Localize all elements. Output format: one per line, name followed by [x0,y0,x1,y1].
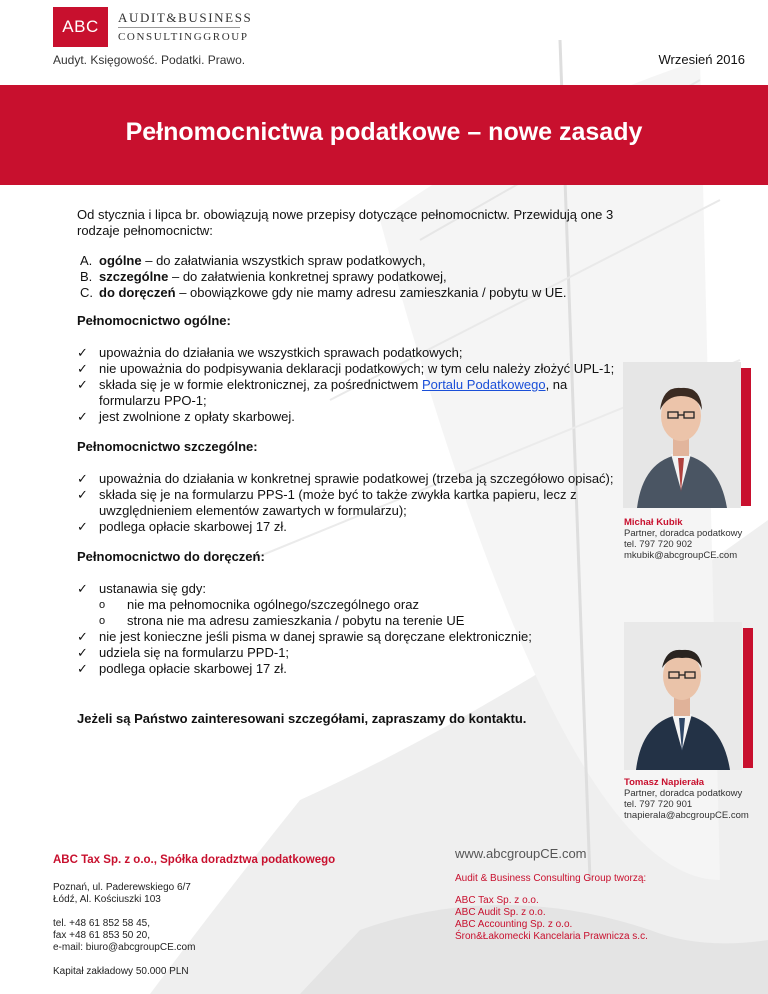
checkmark-icon: ✓ [77,471,88,486]
sub-list-item [99,597,625,613]
portrait-image [623,362,741,508]
list-item-text: podlega opłacie skarbowej 17 zł. [99,519,287,534]
general-list [77,345,625,425]
list-item [77,253,625,269]
list-item-text: upoważnia do działania w konkretnej sprawie podatkowej (trzeba ją szczegółowo opisać); [99,471,614,486]
issue-date: Wrzesień 2016 [658,52,745,67]
list-item [77,377,625,409]
list-item [77,409,625,425]
circle-bullet-icon: o [99,615,106,627]
term-description: – do załatwiania wszystkich spraw podatkowych, [141,253,426,268]
delivery-list [77,581,625,677]
person-email[interactable]: mkubik@abcgroupCE.com [624,550,738,561]
list-item [77,269,625,285]
list-item-text: ustanawia się gdy: [99,581,206,596]
checkmark-icon: ✓ [77,409,88,424]
company-name: ABC Tax Sp. z o.o., Spółka doradztwa podatkowego [53,854,336,866]
list-item [77,581,625,629]
term-description: – do załatwienia konkretnej sprawy podatkowej, [168,269,447,284]
sub-item-text: nie ma pełnomocnika ogólnego/szczególnego oraz [127,597,419,612]
person-email[interactable]: tnapierala@abcgroupCE.com [624,810,749,821]
term: ogólne [99,253,142,268]
list-marker: B. [80,269,93,284]
list-marker: A. [80,253,93,268]
list-item-text: składa się je w formie elektronicznej, za pośrednictwem [99,377,422,392]
email-line[interactable]: e-mail: biuro@abcgroupCE.com [53,942,196,953]
list-marker: C. [80,285,93,300]
checkmark-icon: ✓ [77,487,88,502]
person-card-napierala [624,777,749,821]
website-link[interactable]: www.abcgroupCE.com [455,846,587,861]
group-member: ABC Tax Sp. z o.o. [455,895,539,906]
logo-divider [118,27,240,28]
section-heading-general: Pełnomocnictwo ogólne: [77,313,231,328]
address-block [53,882,413,906]
footer-group-info [455,848,755,943]
address-line: Poznań, ul. Paderewskiego 6/7 [53,882,191,893]
list-item-text: podlega opłacie skarbowej 17 zł. [99,661,287,676]
specific-list [77,471,625,535]
checkmark-icon: ✓ [77,345,88,360]
list-item-text: udziela się na formularzu PPD-1; [99,645,290,660]
checkmark-icon: ✓ [77,629,88,644]
phone-line: tel. +48 61 852 58 45, [53,918,151,929]
term-description: – obowiązkowe gdy nie mamy adresu zamieszkania / pobytu w UE. [175,285,567,300]
term: do doręczeń [99,285,176,300]
list-item [77,629,625,645]
contact-block [53,918,413,954]
list-item [77,361,625,377]
group-member: Śron&Łakomecki Kancelaria Prawnicza s.c. [455,931,648,942]
section-heading-delivery: Pełnomocnictwo do doręczeń: [77,549,265,564]
list-item-text: nie jest konieczne jeśli pisma w danej sprawie są doręczane elektronicznie; [99,629,532,644]
sub-list-item [99,613,625,629]
list-item-text: jest zwolnione z opłaty skarbowej. [99,409,295,424]
list-item [77,285,625,301]
logo-text-line-2: CONSULTINGGROUP [118,31,249,43]
list-item [77,471,625,487]
person-card-kubik [624,517,742,561]
sub-item-text: strona nie ma adresu zamieszkania / pobytu na terenie UE [127,613,465,628]
checkmark-icon: ✓ [77,645,88,660]
list-item-text: składa się je na formularzu PPS-1 (może być to także zwykła kartka papieru, lecz z uwzględnieniem elementów zawartych w formularzu); [99,487,577,518]
address-line: Łódź, Al. Kościuszki 103 [53,894,161,905]
sub-list [99,597,625,629]
person-name: Michał Kubik [624,517,683,528]
circle-bullet-icon: o [99,599,106,611]
term: szczególne [99,269,169,284]
tagline: Audyt. Księgowość. Podatki. Prawo. [53,53,246,67]
types-list [77,253,625,301]
person-phone: tel. 797 720 902 [624,539,693,550]
person-name: Tomasz Napierała [624,777,705,788]
list-item [77,661,625,677]
section-heading-specific: Pełnomocnictwo szczególne: [77,439,258,454]
checkmark-icon: ✓ [77,661,88,676]
list-item [77,519,625,535]
list-item [77,645,625,661]
group-member: ABC Audit Sp. z o.o. [455,907,546,918]
group-heading: Audit & Business Consulting Group tworzą: [455,873,647,884]
article-body [77,207,625,743]
person-photo-napierala [624,622,742,770]
group-member: ABC Accounting Sp. z o.o. [455,919,573,930]
photo-accent [741,368,751,506]
checkmark-icon: ✓ [77,519,88,534]
checkmark-icon: ✓ [77,361,88,376]
portrait-image [624,622,742,770]
checkmark-icon: ✓ [77,581,88,596]
page-title: Pełnomocnictwa podatkowe – nowe zasady [125,118,643,146]
intro-paragraph: Od stycznia i lipca br. obowiązują nowe przepisy dotyczące pełnomocnictw. Przewidują one 3 rodzaje pełnomocnictw: [77,207,614,238]
list-item-text: upoważnia do działania we wszystkich sprawach podatkowych; [99,345,463,360]
person-role: Partner, doradca podatkowy [624,788,743,799]
contact-cta: Jeżeli są Państwo zainteresowani szczegółami, zapraszamy do kontaktu. [77,711,527,726]
photo-accent [743,628,753,768]
logo-text-line-1: AUDIT&BUSINESS [118,10,253,25]
fax-line: fax +48 61 853 50 20, [53,930,151,941]
checkmark-icon: ✓ [77,377,88,392]
person-phone: tel. 797 720 901 [624,799,693,810]
list-item [77,487,625,519]
share-capital: Kapitał zakładowy 50.000 PLN [53,966,189,977]
list-item-text: nie upoważnia do podpisywania deklaracji podatkowych; w tym celu należy złożyć UPL-1; [99,361,615,376]
list-item-text: , na formularzu PPO-1; [99,377,568,408]
logo-mark: ABC [53,7,108,47]
portal-podatkowy-link[interactable]: Portalu Podatkowego [421,377,546,392]
footer-company-info [53,854,413,978]
list-item [77,345,625,361]
person-photo-kubik [623,362,741,508]
person-role: Partner, doradca podatkowy [624,528,743,539]
